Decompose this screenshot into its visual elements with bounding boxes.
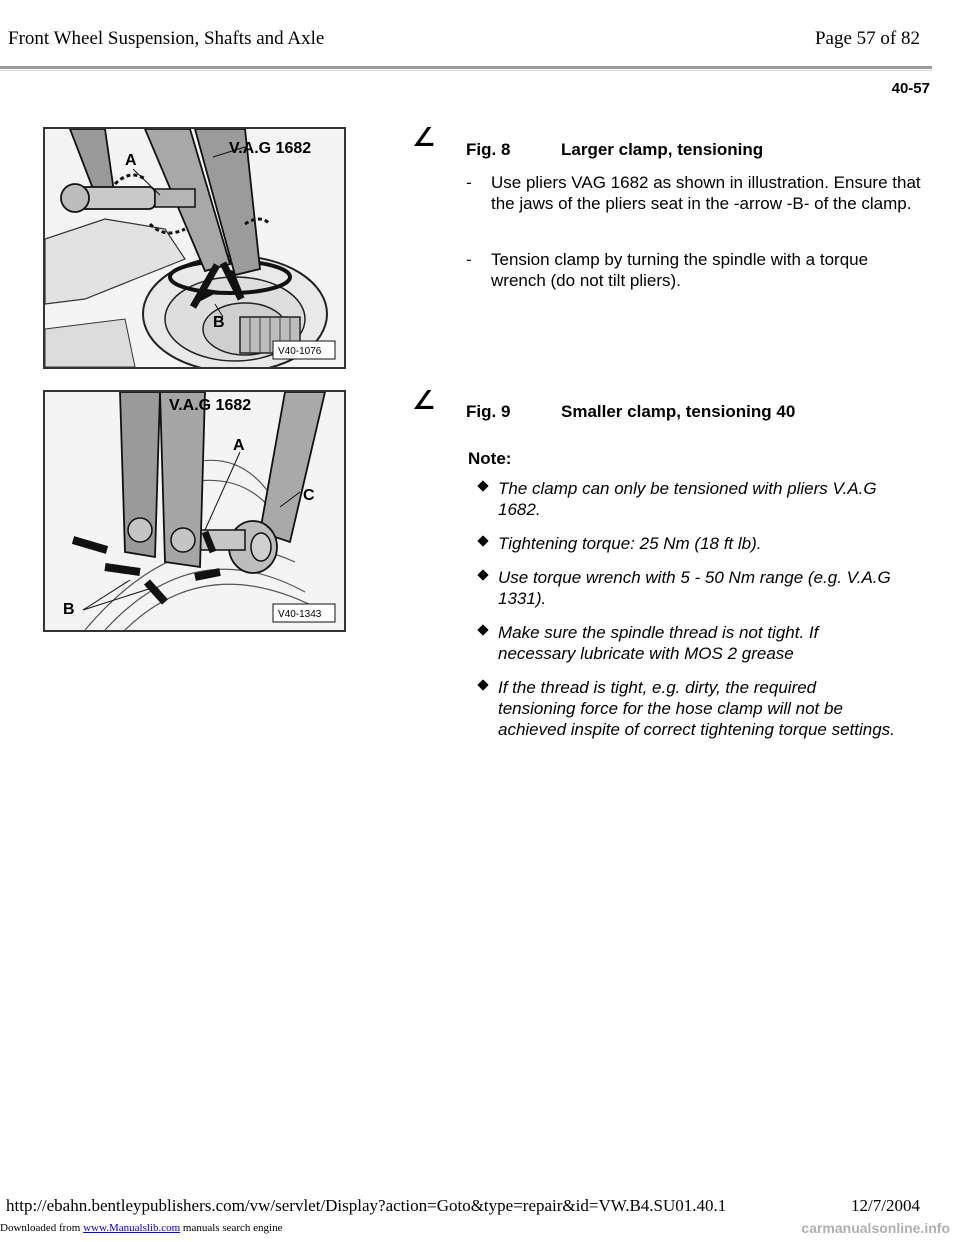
diamond-bullet-icon: [477, 624, 488, 635]
fig8-code: V40-1076: [278, 346, 322, 357]
step-text: Tension clamp by turning the spindle with a torque wrench (do not tilt pliers).: [491, 250, 869, 290]
fig9-caption: Smaller clamp, tensioning 40: [561, 402, 796, 421]
document-title: Front Wheel Suspension, Shafts and Axle: [8, 28, 325, 49]
step-text: Use pliers VAG 1682 as shown in illustration. Ensure that the jaws of the pliers seat in the -arrow -B- of the clamp.: [491, 173, 921, 213]
fig8-label-b: B: [213, 314, 225, 331]
fig8-caption: Larger clamp, tensioning: [561, 140, 764, 159]
fig9-title: [466, 402, 795, 422]
print-date: 12/7/2004: [851, 1196, 920, 1215]
page-counter: Page 57 of 82: [814, 28, 920, 49]
fig9-label-b: B: [63, 601, 75, 618]
diamond-bullet-icon: [477, 569, 488, 580]
section-page-ref: 40-57: [891, 80, 930, 97]
header-divider-shadow: [0, 70, 932, 71]
fig9-pointer-icon: ∠: [412, 385, 436, 415]
list-item-text: Tightening torque: 25 Nm (18 ft lb).: [498, 534, 762, 553]
fig8-label-a: A: [125, 152, 137, 169]
fig8-tool-label: V.A.G 1682: [229, 140, 312, 157]
fig9-tool-label: V.A.G 1682: [169, 397, 252, 414]
fig9-code: V40-1343: [278, 609, 322, 620]
fig9-illustration: [43, 390, 346, 632]
list-item: [476, 533, 896, 554]
fig8-step-1: [466, 172, 921, 214]
manualslib-link[interactable]: www.Manualslib.com: [83, 1222, 181, 1234]
list-item: [476, 622, 896, 664]
credit-prefix: Downloaded from: [0, 1222, 81, 1234]
diamond-bullet-icon: [477, 679, 488, 690]
diamond-bullet-icon: [477, 480, 488, 491]
step-dash: -: [466, 250, 472, 269]
list-item: [476, 677, 896, 740]
fig8-illustration: [43, 127, 346, 369]
header-divider: [0, 66, 932, 69]
list-item-text: Make sure the spindle thread is not tight. If necessary lubricate with MOS 2 grease: [498, 623, 819, 663]
watermark: carmanualsonline.info: [801, 1220, 950, 1236]
step-dash: -: [466, 173, 472, 192]
fig8-title: [466, 140, 763, 160]
note-heading: Note:: [468, 449, 512, 468]
download-credit: [0, 1222, 282, 1234]
fig8-pointer-icon: ∠: [412, 122, 436, 152]
fig9-number: Fig. 9: [466, 402, 511, 421]
diamond-bullet-icon: [477, 535, 488, 546]
list-item-text: The clamp can only be tensioned with pliers V.A.G 1682.: [498, 479, 877, 519]
list-item-text: If the thread is tight, e.g. dirty, the required tensioning force for the hose clamp will not be achieved inspite of correct tightening torque settings.: [498, 678, 895, 739]
fig9-label-a: A: [233, 437, 245, 454]
fig8-number: Fig. 8: [466, 140, 511, 159]
fig9-label-c: C: [303, 487, 315, 504]
fig8-drawing: [45, 129, 344, 367]
list-item: [476, 567, 896, 609]
list-item: [476, 478, 896, 520]
fig9-drawing: [45, 392, 344, 630]
list-item-text: Use torque wrench with 5 - 50 Nm range (e.g. V.A.G 1331).: [498, 568, 891, 608]
credit-suffix: manuals search engine: [182, 1222, 283, 1234]
source-url: http://ebahn.bentleypublishers.com/vw/servlet/Display?action=Goto&type=repair&id=VW.B4.SU01.40.1: [6, 1196, 727, 1215]
note-list: [476, 478, 896, 740]
fig8-step-2: [466, 249, 921, 291]
